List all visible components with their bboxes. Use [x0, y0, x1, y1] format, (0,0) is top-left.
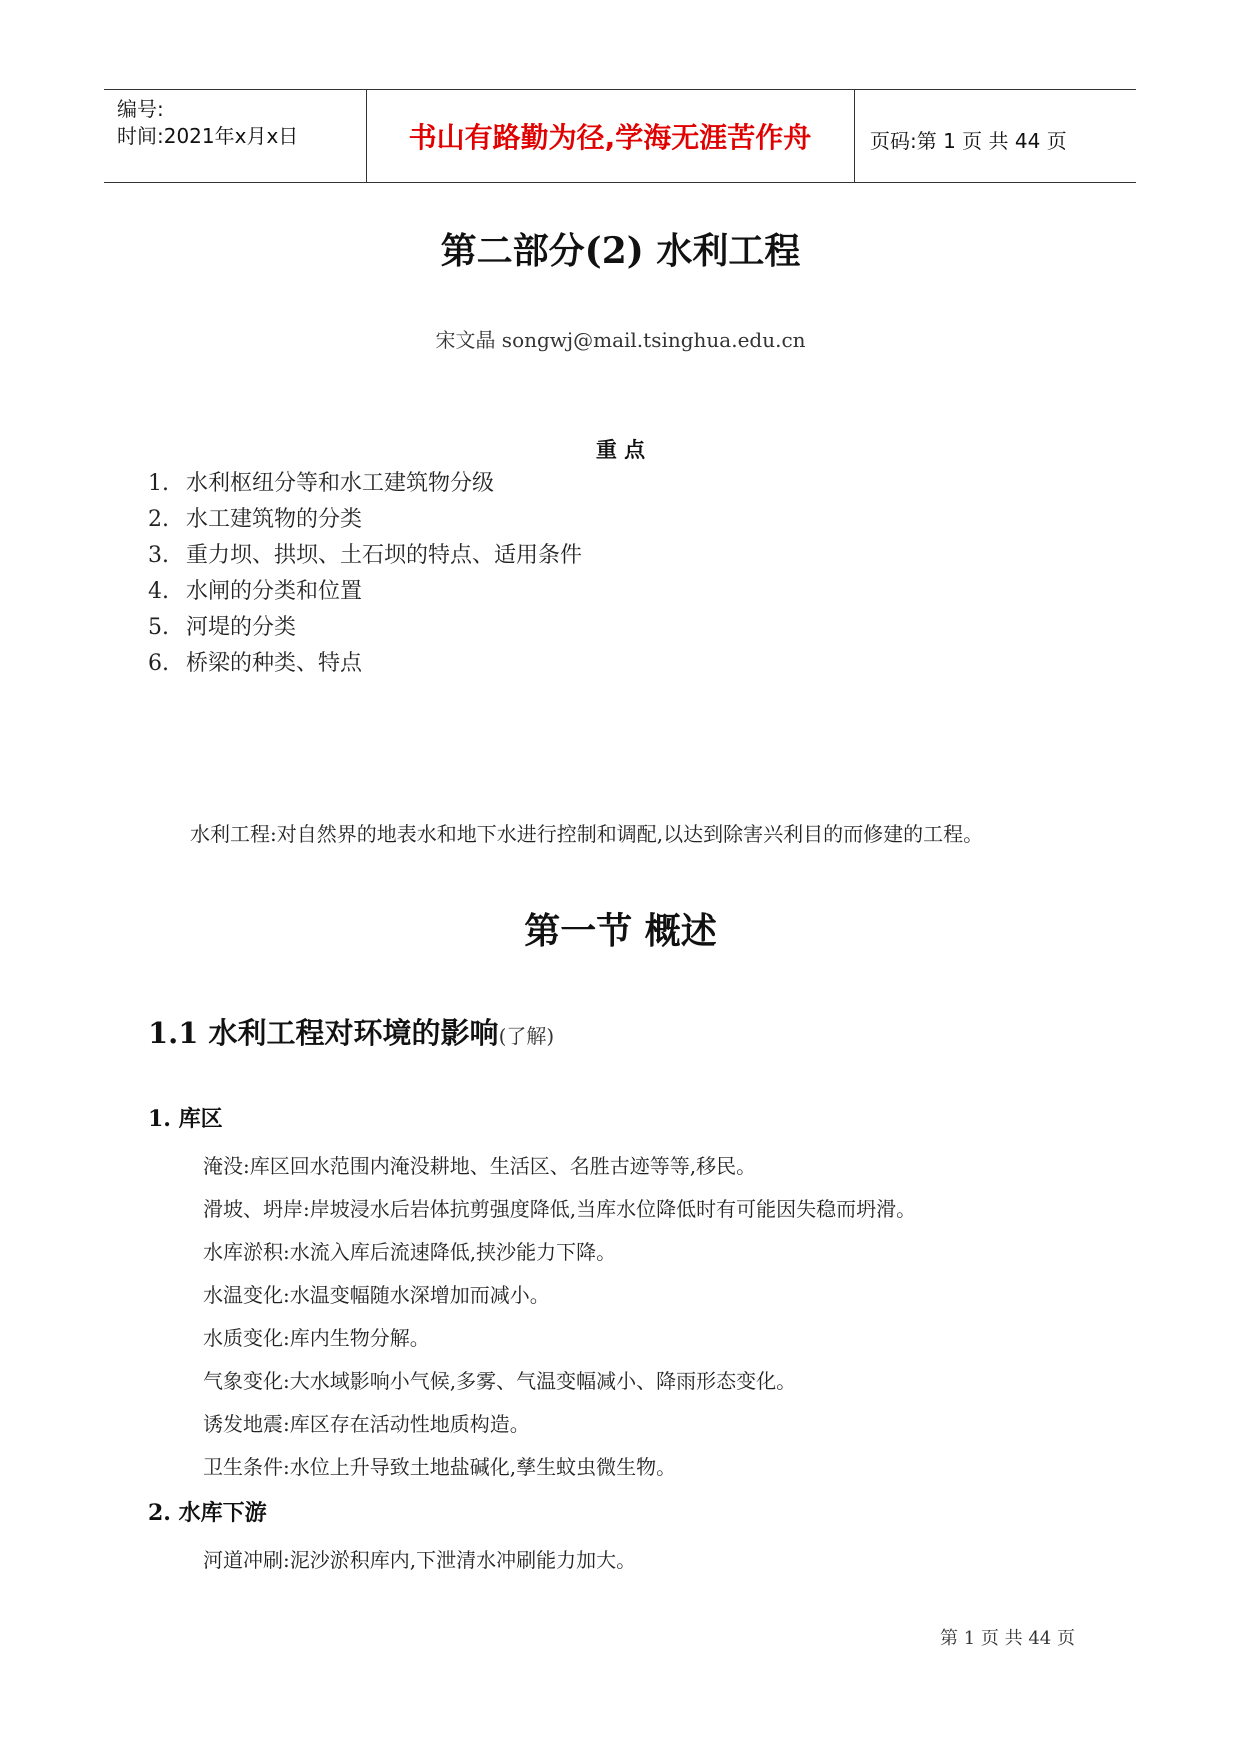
- paragraph: 水库淤积:水流入库后流速降低,挟沙能力下降。: [203, 1240, 617, 1264]
- paragraph: 淹没:库区回水范围内淹没耕地、生活区、名胜古迹等等,移民。: [203, 1154, 757, 1178]
- header-divider-right: [854, 89, 855, 182]
- list-item-text: 水利枢纽分等和水工建筑物分级: [186, 471, 495, 496]
- paragraph: 水质变化:库内生物分解。: [203, 1326, 430, 1350]
- list-item: [148, 610, 582, 646]
- header-bottom-rule: [104, 182, 1136, 183]
- header-motto: 书山有路勤为径,学海无涯苦作舟: [408, 121, 812, 154]
- list-item-text: 桥梁的种类、特点: [186, 651, 363, 676]
- author-line: 宋文晶 songwj@mail.tsinghua.edu.cn: [435, 328, 806, 352]
- list-item-text: 水闸的分类和位置: [186, 579, 363, 604]
- header-top-rule: [104, 89, 1136, 90]
- header-time-label: 时间:2021年x月x日: [117, 124, 299, 148]
- section-title: 第一节 概述: [524, 910, 717, 952]
- document-title: 第二部分(2) 水利工程: [440, 230, 801, 272]
- list-item-number: 1.: [148, 471, 169, 496]
- paragraph: 诱发地震:库区存在活动性地质构造。: [203, 1412, 530, 1436]
- key-points-list: [148, 466, 582, 682]
- paragraph: 滑坡、坍岸:岸坡浸水后岩体抗剪强度降低,当库水位降低时有可能因失稳而坍滑。: [203, 1197, 917, 1221]
- part-heading-downstream: 2. 水库下游: [148, 1500, 267, 1526]
- list-item-number: 2.: [148, 507, 169, 532]
- list-item: [148, 574, 582, 610]
- paragraph: 卫生条件:水位上升导致土地盐碱化,孳生蚊虫微生物。: [203, 1455, 677, 1479]
- list-item-number: 5.: [148, 615, 169, 640]
- list-item-number: 6.: [148, 651, 169, 676]
- list-item-text: 重力坝、拱坝、土石坝的特点、适用条件: [186, 543, 583, 568]
- paragraph: 气象变化:大水域影响小气候,多雾、气温变幅减小、降雨形态变化。: [203, 1369, 797, 1393]
- list-item: [148, 466, 582, 502]
- subsection-note: (了解): [498, 1024, 555, 1048]
- list-item-number: 3.: [148, 543, 169, 568]
- paragraph: 水温变化:水温变幅随水深增加而减小。: [203, 1283, 550, 1307]
- key-points-heading: 重 点: [595, 437, 646, 462]
- subsection-title-text: 1.1 水利工程对环境的影响: [148, 1016, 499, 1050]
- list-item-text: 河堤的分类: [186, 615, 297, 640]
- header-page-label: 页码:第 1 页 共 44 页: [870, 129, 1067, 153]
- list-item: [148, 502, 582, 538]
- list-item: [148, 538, 582, 574]
- list-item-text: 水工建筑物的分类: [186, 507, 363, 532]
- header-number-label: 编号:: [117, 97, 164, 121]
- subsection-title: [148, 1011, 554, 1052]
- definition-paragraph: 水利工程:对自然界的地表水和地下水进行控制和调配,以达到除害兴利目的而修建的工程。: [190, 822, 984, 846]
- part-heading-reservoir: 1. 库区: [148, 1106, 223, 1132]
- list-item: [148, 646, 582, 682]
- page-footer: 第 1 页 共 44 页: [940, 1628, 1075, 1649]
- paragraph: 河道冲刷:泥沙淤积库内,下泄清水冲刷能力加大。: [203, 1548, 637, 1572]
- list-item-number: 4.: [148, 579, 169, 604]
